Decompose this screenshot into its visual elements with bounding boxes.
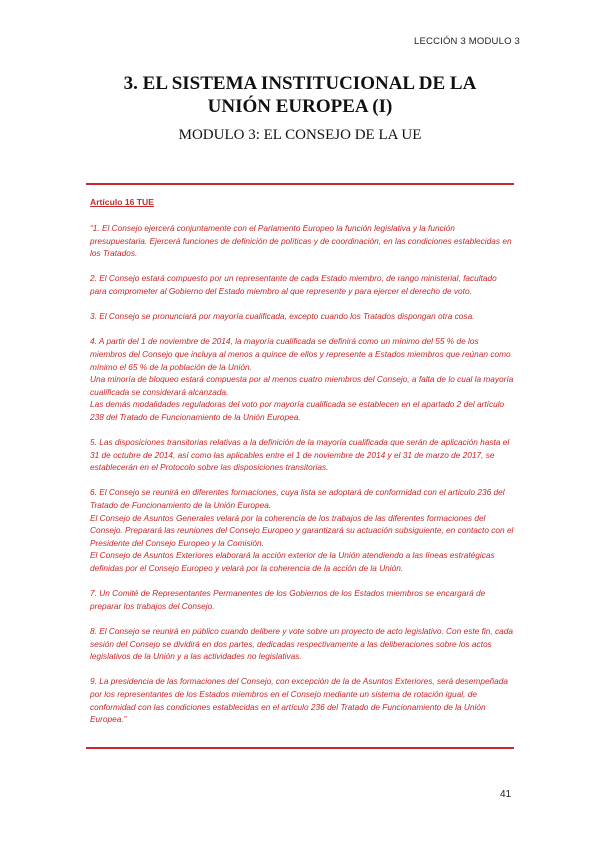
title-line-1: 3. EL SISTEMA INSTITUCIONAL DE LA: [123, 73, 477, 94]
paragraph-2: 2. El Consejo estará compuesto por un representante de cada Estado miembro, de rango ministerial, facultado para comprometer al Gobierno del Estado miembro al que represente y para ejercer el derecho de voto.: [90, 273, 497, 296]
paragraph-4: 4. A partir del 1 de noviembre de 2014, la mayoría cualificada se definirá como un mínimo del 55 % de los miembros del Consejo que incluya al menos a quince de ellos y represente a Estados miembros que reúnan como mínimo el 65 % de la población de la Unión. Una minoría de bloqueo estará compuesta por al menos cuatro miembros del Consejo, a falta de lo cual la mayoría cualificada se considerará alcanzada. Las demás modalidades reguladoras del voto por mayoría cualificada se establecen en el apartado 2 del artículo 238 del Tratado de Funcionamiento de la Unión Europea.: [90, 336, 514, 422]
title-line-2: UNIÓN EUROPEA (I): [207, 96, 393, 117]
paragraph-6: 6. El Consejo se reunirá en diferentes formaciones, cuya lista se adoptará de conformidad con el artículo 236 del Tratado de Funcionamiento de la Unión Europea. El Consejo de Asuntos Generales velará por la coherencia de los trabajos de las diferentes formaciones del Consejo. Preparará las reuniones del Consejo Europeo y garantizará su actuación subsiguiente, en contacto con el Presidente del Consejo Europeo y la Comisión. El Consejo de Asuntos Exteriores elaborará la acción exterior de la Unión atendiendo a las líneas estratégicas definidas por el Consejo Europeo y velará por la coherencia de la acción de la Unión.: [90, 487, 514, 574]
paragraph-5: 5. Las disposiciones transitorias relativas a la definición de la mayoría cualificada que serán de aplicación hasta el 31 de octubre de 2014, así como las aplicables entre el 1 de noviembre de 2014 y el 31 de marzo de 2017, se establecerán en el Protocolo sobre las disposiciones transitorias.: [90, 437, 510, 473]
paragraph-9: 9. La presidencia de las formaciones del Consejo, con excepción de la de Asuntos Exteriores, será desempeñada por los representantes de los Estados miembros en el Consejo mediante un sistema de rotación igual, de conformidad con las condiciones establecidas en el artículo 236 del Tratado de Funcionamiento de la Unión Europea.”: [90, 676, 509, 725]
paragraph-3: 3. El Consejo se pronunciará por mayoría cualificada, excepto cuando los Tratados dispongan otra cosa.: [90, 311, 475, 322]
article-title: Artículo 16 TUE: [90, 197, 154, 207]
page-title: [70, 72, 530, 118]
page-subtitle: MODULO 3: EL CONSEJO DE LA UE: [178, 127, 422, 143]
page-number: 41: [500, 789, 512, 800]
paragraph-8: 8. El Consejo se reunirá en público cuando delibere y vote sobre un proyecto de acto legislativo. Con este fin, cada sesión del Consejo se dividirá en dos partes, dedicadas respectivamente a las deliberaciones sobre los actos legislativos de la Unión y a las actividades no legislativas.: [90, 626, 513, 662]
top-divider: [86, 183, 514, 185]
paragraph-1: “1. El Consejo ejercerá conjuntamente con el Parlamento Europeo la función legislativa y la función presupuestaria. Ejercerá funciones de definición de políticas y de coordinación, en las condiciones establecidas en los Tratados.: [90, 223, 512, 259]
bottom-divider: [86, 747, 514, 749]
running-header: LECCIÓN 3 MODULO 3: [413, 36, 520, 47]
paragraph-7: 7. Un Comité de Representantes Permanentes de los Gobiernos de los Estados miembros se encargará de preparar los trabajos del Consejo.: [90, 588, 486, 611]
article-body: [90, 222, 514, 738]
